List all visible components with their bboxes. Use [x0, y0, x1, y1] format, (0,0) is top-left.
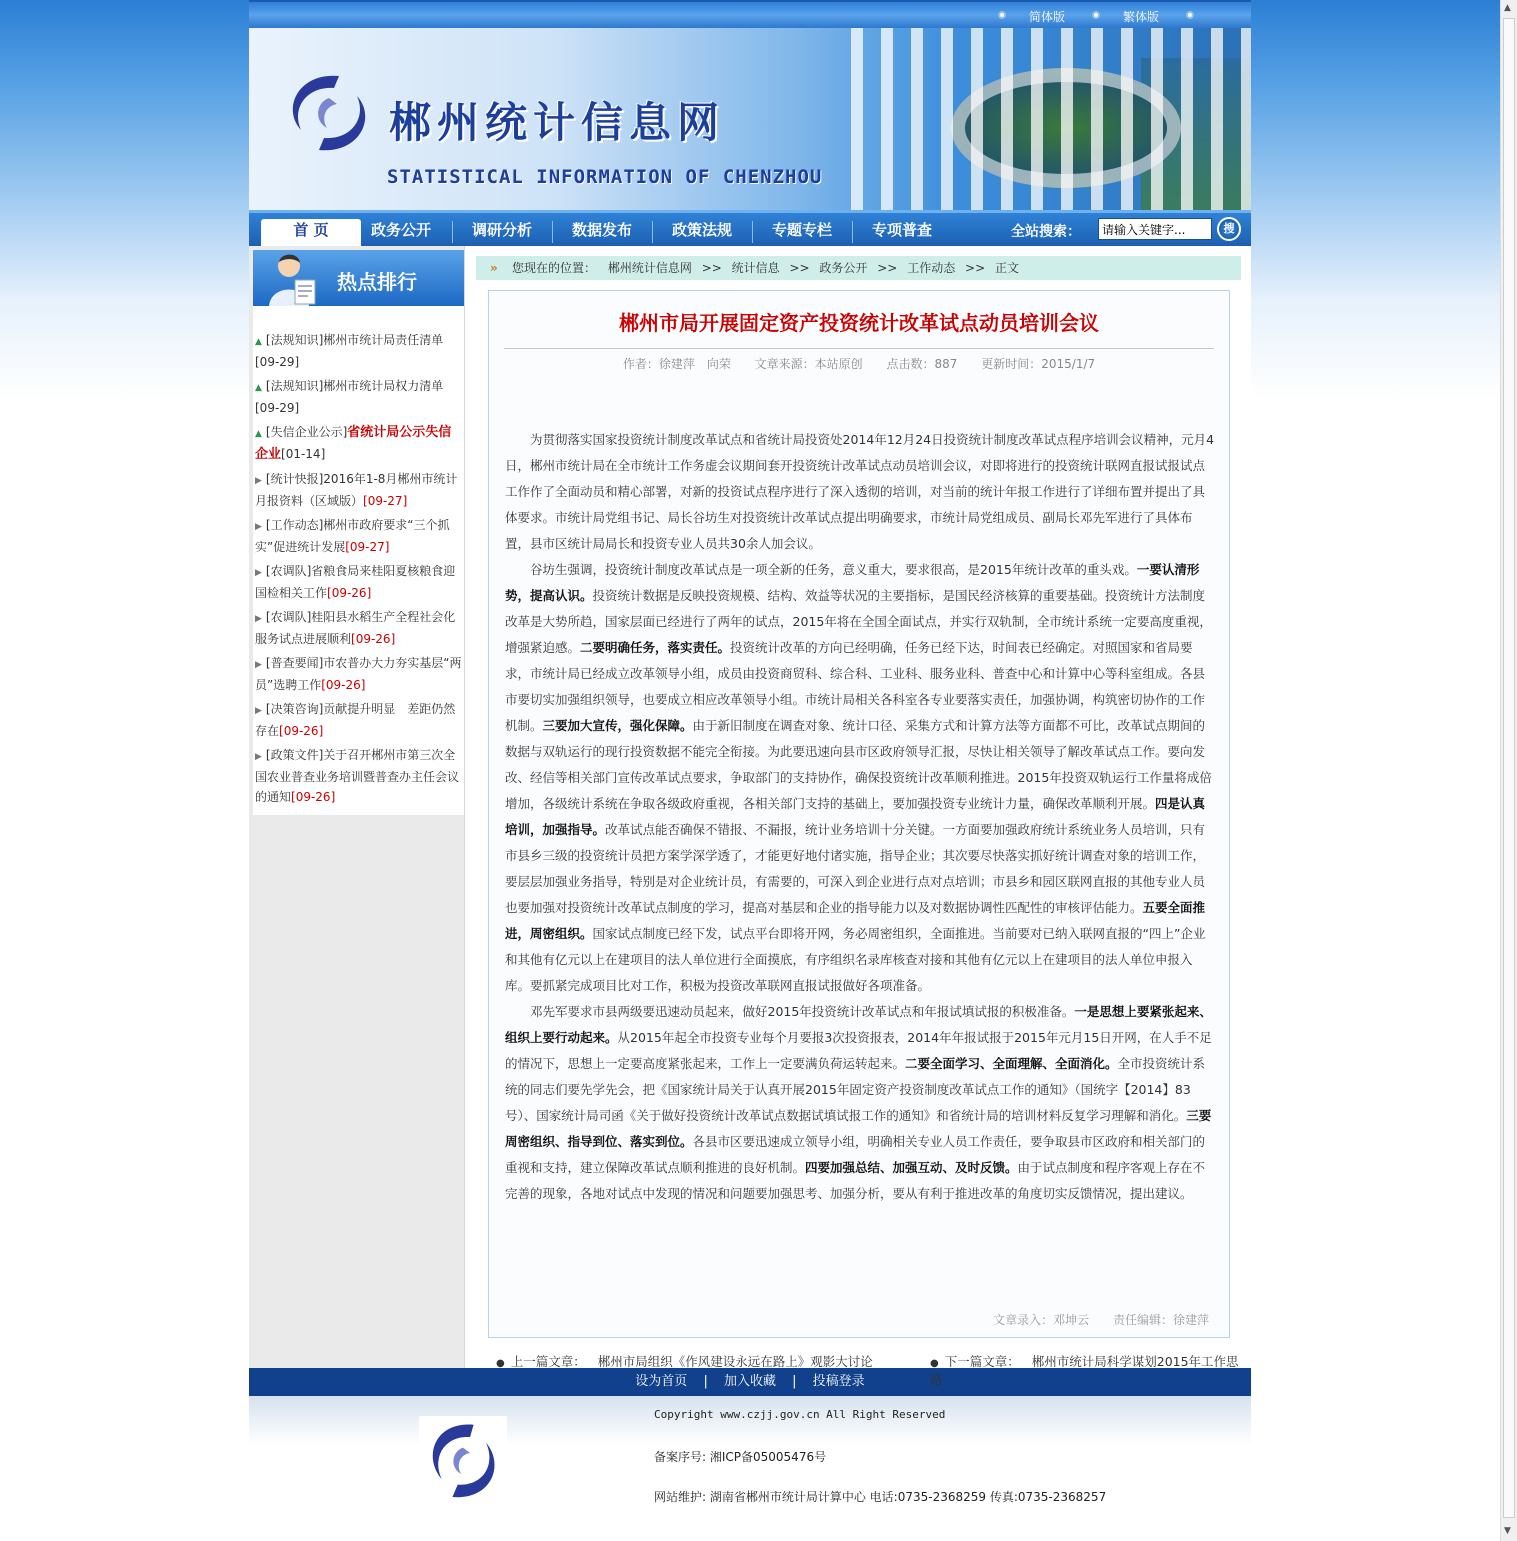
breadcrumb-separator: >> [701, 261, 722, 275]
next-label: 下一篇文章： [944, 1354, 1020, 1369]
article-paragraph [505, 427, 1215, 557]
prev-label: 上一篇文章： [510, 1354, 586, 1369]
site-logo-icon [279, 68, 379, 158]
breadcrumb-work-news[interactable]: 工作动态 [907, 261, 956, 275]
user-document-icon [263, 250, 323, 306]
hot-item-date: [09-27] [345, 540, 390, 554]
article-clicks: 点击数：887 [886, 357, 958, 371]
add-favorite-link[interactable]: 加入收藏 [723, 1374, 776, 1389]
article-editor: 责任编辑：徐建萍 [1112, 1313, 1209, 1327]
article-footer [973, 1311, 1209, 1328]
hot-item-tag: [决策咨询] [265, 702, 324, 716]
nav-home[interactable]: 首 页 [261, 219, 361, 249]
breadcrumb-separator: >> [789, 261, 810, 275]
prev-article-link[interactable]: 郴州市局组织《作风建设永远在路上》观影大讨论 [597, 1354, 873, 1369]
breadcrumb-statistics[interactable]: 统计信息 [731, 261, 780, 275]
up-arrow-icon: ▲ [255, 337, 262, 347]
right-arrow-icon: ▶ [255, 752, 262, 762]
set-homepage-link[interactable]: 设为首页 [635, 1374, 688, 1389]
paragraph-text: 由于试点制度和程序客观上存在不完善的现象，各地对试点中发现的情况和问题要加强思考、加强分析，要从有利于推进改革的角度切实反馈情况，提出建议。 [505, 1160, 1206, 1201]
article-paragraph [505, 999, 1215, 1207]
paragraph-text: 由于新旧制度在调查对象、统计口径、采集方式和计算方法等方面都不可比，改革试点期间的数据与双轨运行的现行投资数据不能完全衔接。为此要迅速向县市区政府领导汇报，尽快让相关领导了解改革试点工作。要向发改、经信等相关部门宣传改革试点要求，争取部门的支持协作，确保投资统计改革顺利推进。2015年投资双轨运行工作量将成倍增加，各级统计系统在争取各级政府重视，各相关部门支持的基础上，要加强投资专业统计力量，确保改革顺利开展。 [505, 718, 1212, 811]
site-title: 郴州统计信息网 [389, 98, 726, 147]
nav-research[interactable]: 调研分析 [471, 221, 532, 239]
paragraph-text: 投资统计数据是反映投资规模、结构、效益等状况的主要指标，是国民经济核算的重要基础。投资统计方法制度改革是大势所趋，国家层面已经进行了两年的试点，2015年将在全国全面试点，并实行双轨制，全市统计系统一定要高度重视，增强紧迫感。 [505, 588, 1212, 655]
footer-separator: | [703, 1374, 708, 1389]
scrollbar[interactable] [1500, 0, 1517, 1541]
hot-list-item[interactable] [255, 469, 462, 511]
hot-list-item[interactable] [255, 330, 462, 372]
site-logo-icon [419, 1416, 507, 1504]
hot-ranking-list [253, 306, 464, 815]
top-bar [249, 0, 1251, 28]
hot-ranking-header [253, 250, 464, 306]
nav-topics[interactable]: 专题专栏 [771, 221, 832, 239]
footer-logo [419, 1416, 507, 1504]
hot-item-date: [01-14] [281, 447, 326, 461]
article-author: 作者：徐建萍 向荣 [622, 357, 731, 371]
hot-item-title[interactable]: 郴州市统计局权力清单 [323, 379, 444, 393]
next-article-link[interactable]: 郴州市统计局科学谋划2015年工作思路 [930, 1354, 1239, 1387]
page-wrapper [249, 0, 1251, 1518]
right-arrow-icon: ▶ [255, 660, 262, 670]
article [488, 290, 1230, 1338]
hot-item-date: [09-26] [351, 632, 396, 646]
paragraph-text: 为贯彻落实国家投资统计制度改革试点和省统计局投资处2014年12月24日投资统计制度改革试点程序培训会议精神，元月4日，郴州市统计局在全市统计工作务虚会议期间套开投资统计改革试点动员培训会议，对即将进行的投资统计联网直报试报试点工作作了全面动员和精心部署，对新的投资试点程序进行了深入透彻的培训，对当前的统计年报工作进行了详细布置并提出了具体要求。市统计局党组书记、局长谷坊生对投资统计改革试点提出明确要求，市统计局党组成员、副局长邓先军进行了具体布置，县市区统计局局长和投资专业人员共30余人加会议。 [505, 432, 1215, 551]
paragraph-bold: 五要全面推进，周密组织。 [505, 900, 1206, 941]
hot-ranking-title: 热点排行 [337, 270, 417, 294]
bullet-icon [998, 11, 1006, 19]
breadcrumb-label: 您现在的位置： [512, 261, 597, 275]
hot-item-tag: [工作动态] [265, 518, 324, 532]
paragraph-text: 从2015年起全市投资专业每个月要报3次投资报表，2014年年报试报于2015年元月15日开网，在人手不足的情况下，思想上一定要高度紧张起来，工作上一定要满负荷运转起来。 [505, 1030, 1212, 1071]
article-source: 文章来源：本站原创 [754, 357, 863, 371]
banner [249, 28, 1251, 210]
hot-item-title[interactable]: 省统计局公示失信企业 [255, 425, 452, 462]
right-arrow-icon: ▶ [255, 476, 262, 486]
site-subtitle: STATISTICAL INFORMATION OF CHENZHOU [387, 166, 823, 188]
scroll-down-icon[interactable]: ▼ [1504, 1526, 1511, 1536]
hot-item-title[interactable]: 郴州市政府要求“三个抓实”促进统计发展 [255, 518, 450, 554]
paragraph-bold: 三要周密组织、指导到位、落实到位。 [505, 1108, 1212, 1149]
hot-item-title[interactable]: 市农普办大力夯实基层“两员”选聘工作 [255, 656, 462, 692]
hot-item-tag: [法规知识] [265, 379, 324, 393]
right-arrow-icon: ▶ [255, 614, 262, 624]
paragraph-text: 全市投资统计系统的同志们要先学先会，把《国家统计局关于认真开展2015年固定资产投资制度改革试点工作的通知》（国统字【2014】83号）、国家统计局司函《关于做好投资统计改革试点数据试填试报工作的通知》和省统计局的培训材料反复学习理解和消化。 [505, 1056, 1206, 1123]
hot-item-title[interactable]: 2016年1-8月郴州市统计月报资料（区域版） [255, 472, 458, 508]
article-title: 郴州市局开展固定资产投资统计改革试点动员培训会议 [619, 311, 1099, 335]
hot-item-tag: [政策文件] [265, 748, 324, 762]
sidebar [249, 246, 465, 1368]
hot-list-item[interactable] [255, 515, 462, 557]
breadcrumb-current: 正文 [994, 261, 1019, 275]
breadcrumb-affairs[interactable]: 政务公开 [819, 261, 868, 275]
next-article [930, 1352, 1241, 1388]
bullet-icon: ● [930, 1358, 939, 1369]
paragraph-text: 国家试点制度已经下发，试点平台即将开网，务必周密组织，全面推进。当前要对已纳入联网直报的“四上”企业和其他有亿元以上在建项目的法人单位进行全面摸底，有序组织名录库核查对接和其他有亿元以上在建项目的法人单位申报入库。要抓紧完成项目比对工作，积极为投资改革联网直报试报做好各项准备。 [505, 926, 1206, 993]
nav-census[interactable]: 专项普查 [871, 221, 932, 239]
hot-item-date: [09-26] [279, 724, 324, 738]
paragraph-bold: 一要认清形势，提高认识。 [505, 562, 1200, 603]
hot-list-item[interactable] [255, 745, 462, 807]
search-label: 全站搜索： [1011, 224, 1081, 240]
paragraph-text: 改革试点能否确保不错报、不漏报，统计业务培训十分关键。一方面要加强政府统计系统业务人员培训，只有市县乡三级的投资统计员把方案学深学透了，才能更好地付诸实施，指导企业；其次要尽快落实抓好统计调查对象的培训工作，要层层加强业务指导，特别是对企业统计员，有需要的，可深入到企业进行点对点培训；市县乡和园区联网直报的其他专业人员也要加强对投资统计改革试点制度的学习，提高对基层和企业的指导能力以及对数据协调性匹配性的审核评估能力。 [505, 822, 1206, 915]
article-updated: 更新时间：2015/1/7 [981, 357, 1096, 371]
search-input[interactable] [1098, 218, 1212, 240]
divider [504, 348, 1214, 349]
hot-item-date: [09-29] [255, 401, 300, 415]
paragraph-bold: 二要明确任务，落实责任。 [580, 640, 731, 655]
lang-traditional-link[interactable]: 繁体版 [1123, 10, 1160, 24]
hot-item-date: [09-26] [321, 678, 366, 692]
hot-item-tag: [农调队] [265, 564, 312, 578]
article-body [505, 427, 1215, 1207]
nav-policies[interactable]: 政策法规 [671, 221, 732, 239]
paragraph-text: 邓先军要求市县两级要迅速动员起来，做好2015年投资统计改革试点和年报试填试报的积极准备。 [530, 1004, 1075, 1019]
hot-item-tag: [农调队] [265, 610, 312, 624]
breadcrumb-separator: >> [965, 261, 986, 275]
bullet-icon [1092, 11, 1100, 19]
hot-item-tag: [统计快报] [265, 472, 324, 486]
up-arrow-icon: ▲ [255, 429, 262, 439]
paragraph-text: 各县市区要迅速成立领导小组，明确相关专业人员工作责任，要争取县市区政府和相关部门的重视和支持，建立保障改革试点顺利推进的良好机制。 [505, 1134, 1206, 1175]
article-recorder: 文章录入：邓坤云 [993, 1313, 1090, 1327]
hot-list-item[interactable] [255, 376, 462, 418]
hot-list-item[interactable] [255, 699, 462, 741]
scroll-up-icon[interactable]: ▲ [1504, 3, 1511, 13]
footer-separator: | [792, 1374, 797, 1389]
scrollbar-thumb[interactable] [1503, 18, 1515, 1518]
right-arrow-icon: ▶ [255, 522, 262, 532]
submit-login-link[interactable]: 投稿登录 [812, 1374, 865, 1389]
maintenance-text: 网站维护: 湖南省郴州市统计局计算中心 电话:0735-2368259 传真:0735-2368257 [654, 1490, 1107, 1504]
hot-list-item[interactable] [255, 422, 462, 465]
hot-item-date: [09-29] [255, 355, 300, 369]
hot-list-item[interactable] [255, 607, 462, 649]
paragraph-bold: 四要加强总结、加强互动、及时反馈。 [805, 1160, 1018, 1175]
hot-item-title[interactable]: 省粮食局来桂阳夏核粮食迎国检相关工作 [255, 564, 456, 600]
hot-item-title[interactable]: 关于召开郴州市第三次全国农业普查业务培训暨普查办主任会议的通知 [255, 748, 460, 804]
hot-item-title[interactable]: 桂阳县水稻生产全程社会化服务试点进展顺利 [255, 610, 456, 646]
paragraph-bold: 一是思想上要紧张起来、组织上要行动起来。 [505, 1004, 1212, 1045]
lang-simplified-link[interactable]: 简体版 [1029, 10, 1066, 24]
hot-item-title[interactable]: 郴州市统计局责任清单 [323, 333, 444, 347]
copyright-text: Copyright www.czjj.gov.cn All Right Reserved [654, 1408, 946, 1421]
up-arrow-icon: ▲ [255, 383, 262, 393]
prev-article [496, 1352, 873, 1370]
footer [249, 1396, 1251, 1518]
right-arrow-icon: ▶ [255, 706, 262, 716]
hot-item-title[interactable]: 贡献提升明显 差距仍然存在 [255, 702, 456, 738]
arrow-icon: » [490, 261, 498, 275]
hot-item-tag: [失信企业公示] [265, 425, 348, 439]
bullet-icon [1186, 11, 1194, 19]
nav-data-release[interactable]: 数据发布 [571, 221, 632, 239]
paragraph-text: 投资统计改革的方向已经明确，任务已经下达，时间表已经确定。对照国家和省局要求，市统计局已经成立改革领导小组，成员由投资商贸科、综合科、工业科、服务业科、普查中心和计算中心等科室组成。各县市要切实加强组织领导，也要成立相应改革领导小组。市统计局相关各科室各专业要落实责任，加强协调，构筑密切协作的工作机制。 [505, 640, 1206, 733]
bullet-icon: ● [496, 1358, 505, 1369]
hot-item-date: [09-26] [327, 586, 372, 600]
search-button[interactable]: 搜 [1217, 217, 1241, 241]
paragraph-bold: 三要加大宣传，强化保障。 [542, 718, 693, 733]
hot-item-date: [09-27] [363, 494, 408, 508]
paragraph-text: 谷坊生强调，投资统计制度改革试点是一项全新的任务，意义重大，要求很高，是2015年统计改革的重头戏。 [530, 562, 1137, 577]
hot-item-tag: [普查要闻] [265, 656, 324, 670]
icp-text: 备案序号: 湘ICP备05005476号 [654, 1450, 827, 1464]
hot-item-tag: [法规知识] [265, 333, 324, 347]
article-meta [489, 355, 1229, 372]
hot-item-date: [09-26] [291, 790, 336, 804]
breadcrumb [476, 256, 1241, 280]
paragraph-bold: 四是认真培训，加强指导。 [505, 796, 1206, 837]
article-paragraph [505, 557, 1215, 999]
hot-list-item[interactable] [255, 561, 462, 603]
main-nav [249, 210, 1251, 246]
hot-list-item[interactable] [255, 653, 462, 695]
right-arrow-icon: ▶ [255, 568, 262, 578]
nav-government-affairs[interactable]: 政务公开 [370, 221, 431, 239]
paragraph-bold: 二要全面学习、全面理解、全面消化。 [905, 1056, 1118, 1071]
breadcrumb-home[interactable]: 郴州统计信息网 [607, 261, 692, 275]
banner-stripes [851, 28, 1251, 210]
breadcrumb-separator: >> [877, 261, 898, 275]
